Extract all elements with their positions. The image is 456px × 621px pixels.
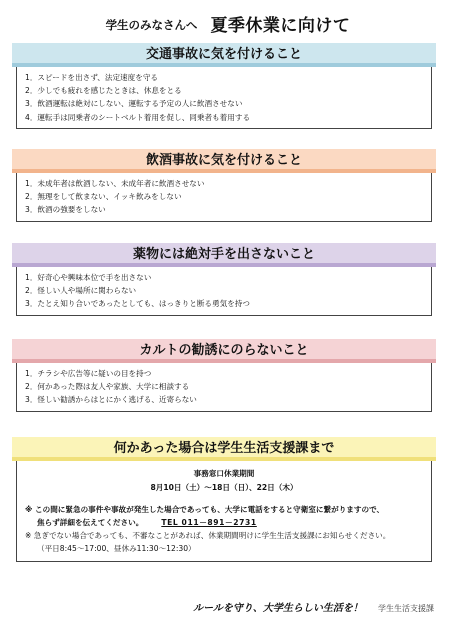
section-drugs-list xyxy=(16,267,432,316)
list-item: 2．少しでも疲れを感じたときは、休息をとる xyxy=(25,86,182,96)
office-hours: （平日8:45～17:00、昼休み11:30～12:30） xyxy=(37,544,196,553)
footer-slogan: ルールを守り、大学生らしい生活を！ xyxy=(193,603,363,614)
footer xyxy=(0,596,456,615)
list-item: 2．怪しい人や場所に関わらない xyxy=(25,286,137,296)
section-drinking xyxy=(12,149,436,222)
section-drugs-heading: 薬物には絶対手を出さないこと xyxy=(12,243,436,267)
emergency-note-cont: 焦らず詳細を伝えてください。 TEL 011－891－2731 xyxy=(37,518,257,527)
list-item: 2．無理をして飲まない、イッキ飲みをしない xyxy=(25,192,182,202)
phone-number: TEL 011－891－2731 xyxy=(161,518,257,527)
section-contact-heading: 何かあった場合は学生生活支援課まで xyxy=(12,437,436,461)
list-item: 3．怪しい勧誘からはとにかく逃げる、近寄らない xyxy=(25,395,197,405)
section-drinking-list xyxy=(16,173,432,222)
closed-period-label: 事務窓口休業期間 xyxy=(193,469,255,478)
list-item: 4．運転手は同乗者のシートベルト着用を促し、同乗者も着用する xyxy=(25,112,251,122)
section-traffic xyxy=(12,43,436,129)
section-cult xyxy=(12,339,436,412)
footer-organization: 学生生活支援課 xyxy=(378,604,434,613)
section-drugs xyxy=(12,243,436,316)
list-item: 1．未成年者は飲酒しない、未成年者に飲酒させない xyxy=(25,179,205,188)
list-item: 3．飲酒の強要をしない xyxy=(25,205,106,215)
section-cult-heading: カルトの勧誘にのらないこと xyxy=(12,339,436,363)
header-greeting: 学生のみなさんへ xyxy=(105,18,198,32)
list-item: 1．好奇心や興味本位で手を出さない xyxy=(25,273,152,282)
list-item: 2．何かあった際は友人や家族、大学に相談する xyxy=(25,382,190,392)
section-traffic-heading: 交通事故に気を付けること xyxy=(12,43,436,67)
page-header xyxy=(0,11,456,36)
list-item: 1．スピードを出さず、法定速度を守る xyxy=(25,73,159,82)
contact-details xyxy=(16,461,432,562)
emergency-note: ※ この間に緊急の事件や事故が発生した場合であっても、大学に電話をすると守衛室に繋がりますので、 xyxy=(25,505,385,514)
list-item: 1．チラシや広告等に疑いの目を持つ xyxy=(25,369,152,378)
list-item: 3．飲酒運転は絶対にしない、運転する予定の人に飲酒させない xyxy=(25,99,243,109)
section-traffic-list xyxy=(16,67,432,129)
report-note: ※ 急ぎでない場合であっても、不審なことがあれば、休業期間明けに学生生活支援課にお知らせください。 xyxy=(25,531,391,540)
section-cult-list xyxy=(16,363,432,412)
page-title: 夏季休業に向けて xyxy=(210,16,351,36)
closed-period-dates: 8月10日（土）～18日（日）、22日（木） xyxy=(150,483,298,492)
list-item: 3．たとえ知り合いであったとしても、はっきりと断る勇気を持つ xyxy=(25,299,250,309)
section-contact xyxy=(12,437,436,562)
section-drinking-heading: 飲酒事故に気を付けること xyxy=(12,149,436,173)
